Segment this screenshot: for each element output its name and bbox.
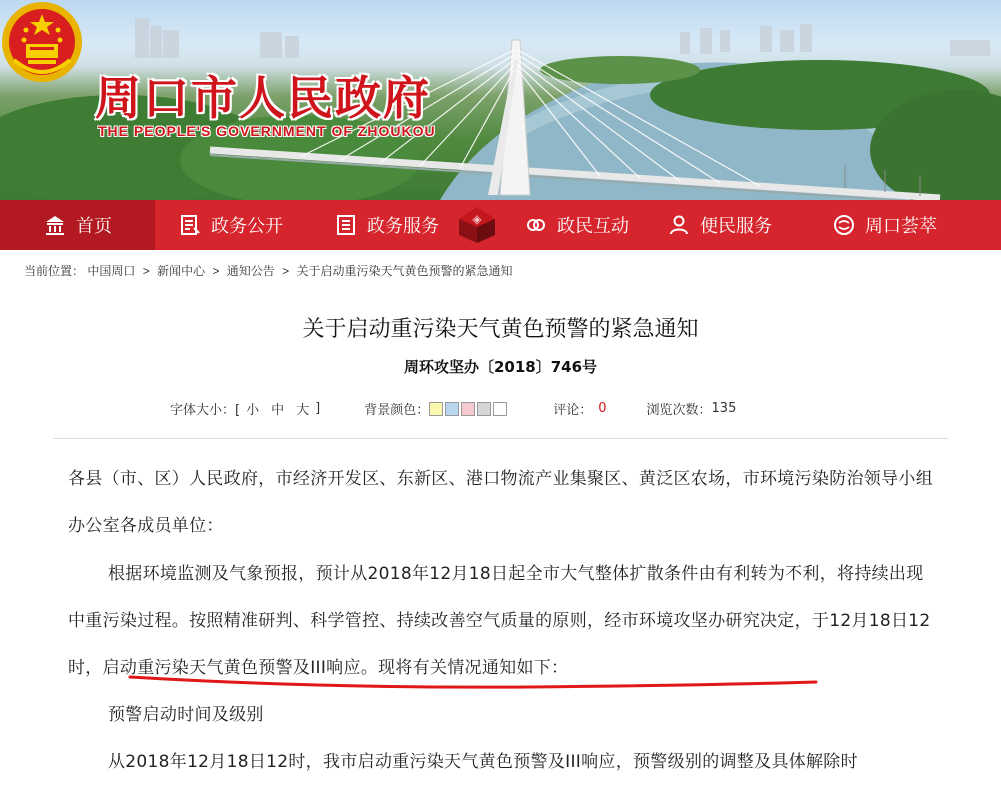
views-label: 浏览次数： xyxy=(646,403,712,418)
site-title: 周口市人民政府 xyxy=(95,71,431,125)
bg-color-swatch[interactable] xyxy=(493,402,507,416)
bg-color-swatch[interactable] xyxy=(477,402,491,416)
breadcrumb-link[interactable]: 新闻中心 xyxy=(157,264,206,278)
breadcrumb-separator: > xyxy=(282,264,290,278)
breadcrumb-separator: > xyxy=(212,264,220,278)
nav-item-government-affairs[interactable] xyxy=(155,200,313,250)
nav-label: 政务公开 xyxy=(211,216,283,237)
breadcrumb-separator: > xyxy=(142,264,150,278)
article-toolbar xyxy=(170,399,736,418)
nav-label: 政民互动 xyxy=(557,216,629,237)
body-paragraph-detail: 从2018年12月18日12时，我市启动重污染天气黄色预警及III响应，预警级别的调整及具体解除时 xyxy=(108,752,858,772)
nav-label: 便民服务 xyxy=(700,216,772,237)
views-count: 135 xyxy=(711,401,737,416)
comment-label: 评论： xyxy=(553,403,593,418)
service-icon xyxy=(335,214,357,236)
bg-color-swatch[interactable] xyxy=(461,402,475,416)
body-paragraph-main: 根据环境监测及气象预报，预计从2018年12月18日起全市大气整体扩散条件由有利转为不利，将持续出现中重污染过程。按照精准研判、科学管控、持续改善空气质量的原则，经市环境攻坚办研究决定，于12月18日12时，启动重污染天气黄色预警及III响应。现将有关情况通知如下： xyxy=(68,564,931,678)
comment-count[interactable]: 0 xyxy=(598,401,607,416)
bg-color-label: 背景颜色： xyxy=(364,403,430,418)
nav-item-interaction[interactable] xyxy=(511,200,666,250)
nav-label: 首页 xyxy=(76,216,112,237)
seal-icon xyxy=(833,214,855,236)
svg-text:◈: ◈ xyxy=(472,212,482,226)
font-size-medium[interactable]: 中 xyxy=(271,403,285,418)
red-underline-annotation xyxy=(128,674,818,696)
font-size-small[interactable]: 小 xyxy=(246,403,260,418)
document-icon xyxy=(179,214,201,236)
nav-item-convenience[interactable] xyxy=(666,200,819,250)
breadcrumb-link[interactable]: 中国周口 xyxy=(87,264,136,278)
main-nav xyxy=(0,200,1001,250)
divider xyxy=(53,438,948,439)
nav-label: 周口荟萃 xyxy=(865,216,937,237)
breadcrumb-current[interactable]: 关于启动重污染天气黄色预警的紧急通知 xyxy=(296,264,513,278)
interaction-icon xyxy=(525,214,547,236)
site-subtitle: THE PEOPLE'S GOVERNMENT OF ZHOUKOU xyxy=(98,123,436,139)
center-logo-icon[interactable] xyxy=(457,205,497,245)
font-size-label: 字体大小：[ xyxy=(170,403,241,418)
header-banner xyxy=(0,0,1001,200)
nav-item-zhoukou-highlights[interactable] xyxy=(819,200,969,250)
bg-color-swatch[interactable] xyxy=(429,402,443,416)
font-size-large[interactable]: 大 xyxy=(296,403,310,418)
bg-color-swatch[interactable] xyxy=(445,402,459,416)
body-paragraph-heading: 预警启动时间及级别 xyxy=(108,705,264,725)
nav-item-services[interactable] xyxy=(313,200,443,250)
national-emblem-icon xyxy=(0,0,84,84)
body-paragraph-addressees: 各县（市、区）人民政府，市经济开发区、东新区、港口物流产业集聚区、黄泛区农场，市环境污染防治领导小组办公室各成员单位： xyxy=(68,469,933,536)
document-number: 周环攻坚办〔2018〕746号 xyxy=(403,358,598,376)
breadcrumb xyxy=(24,262,513,279)
nav-label: 政务服务 xyxy=(367,216,439,237)
breadcrumb-prefix: 当前位置： xyxy=(24,264,85,278)
home-icon xyxy=(44,214,66,236)
font-size-close: ] xyxy=(315,401,321,416)
nav-item-home[interactable] xyxy=(0,200,155,250)
breadcrumb-link[interactable]: 通知公告 xyxy=(226,264,275,278)
article-title: 关于启动重污染天气黄色预警的紧急通知 xyxy=(302,317,699,342)
user-icon xyxy=(668,214,690,236)
